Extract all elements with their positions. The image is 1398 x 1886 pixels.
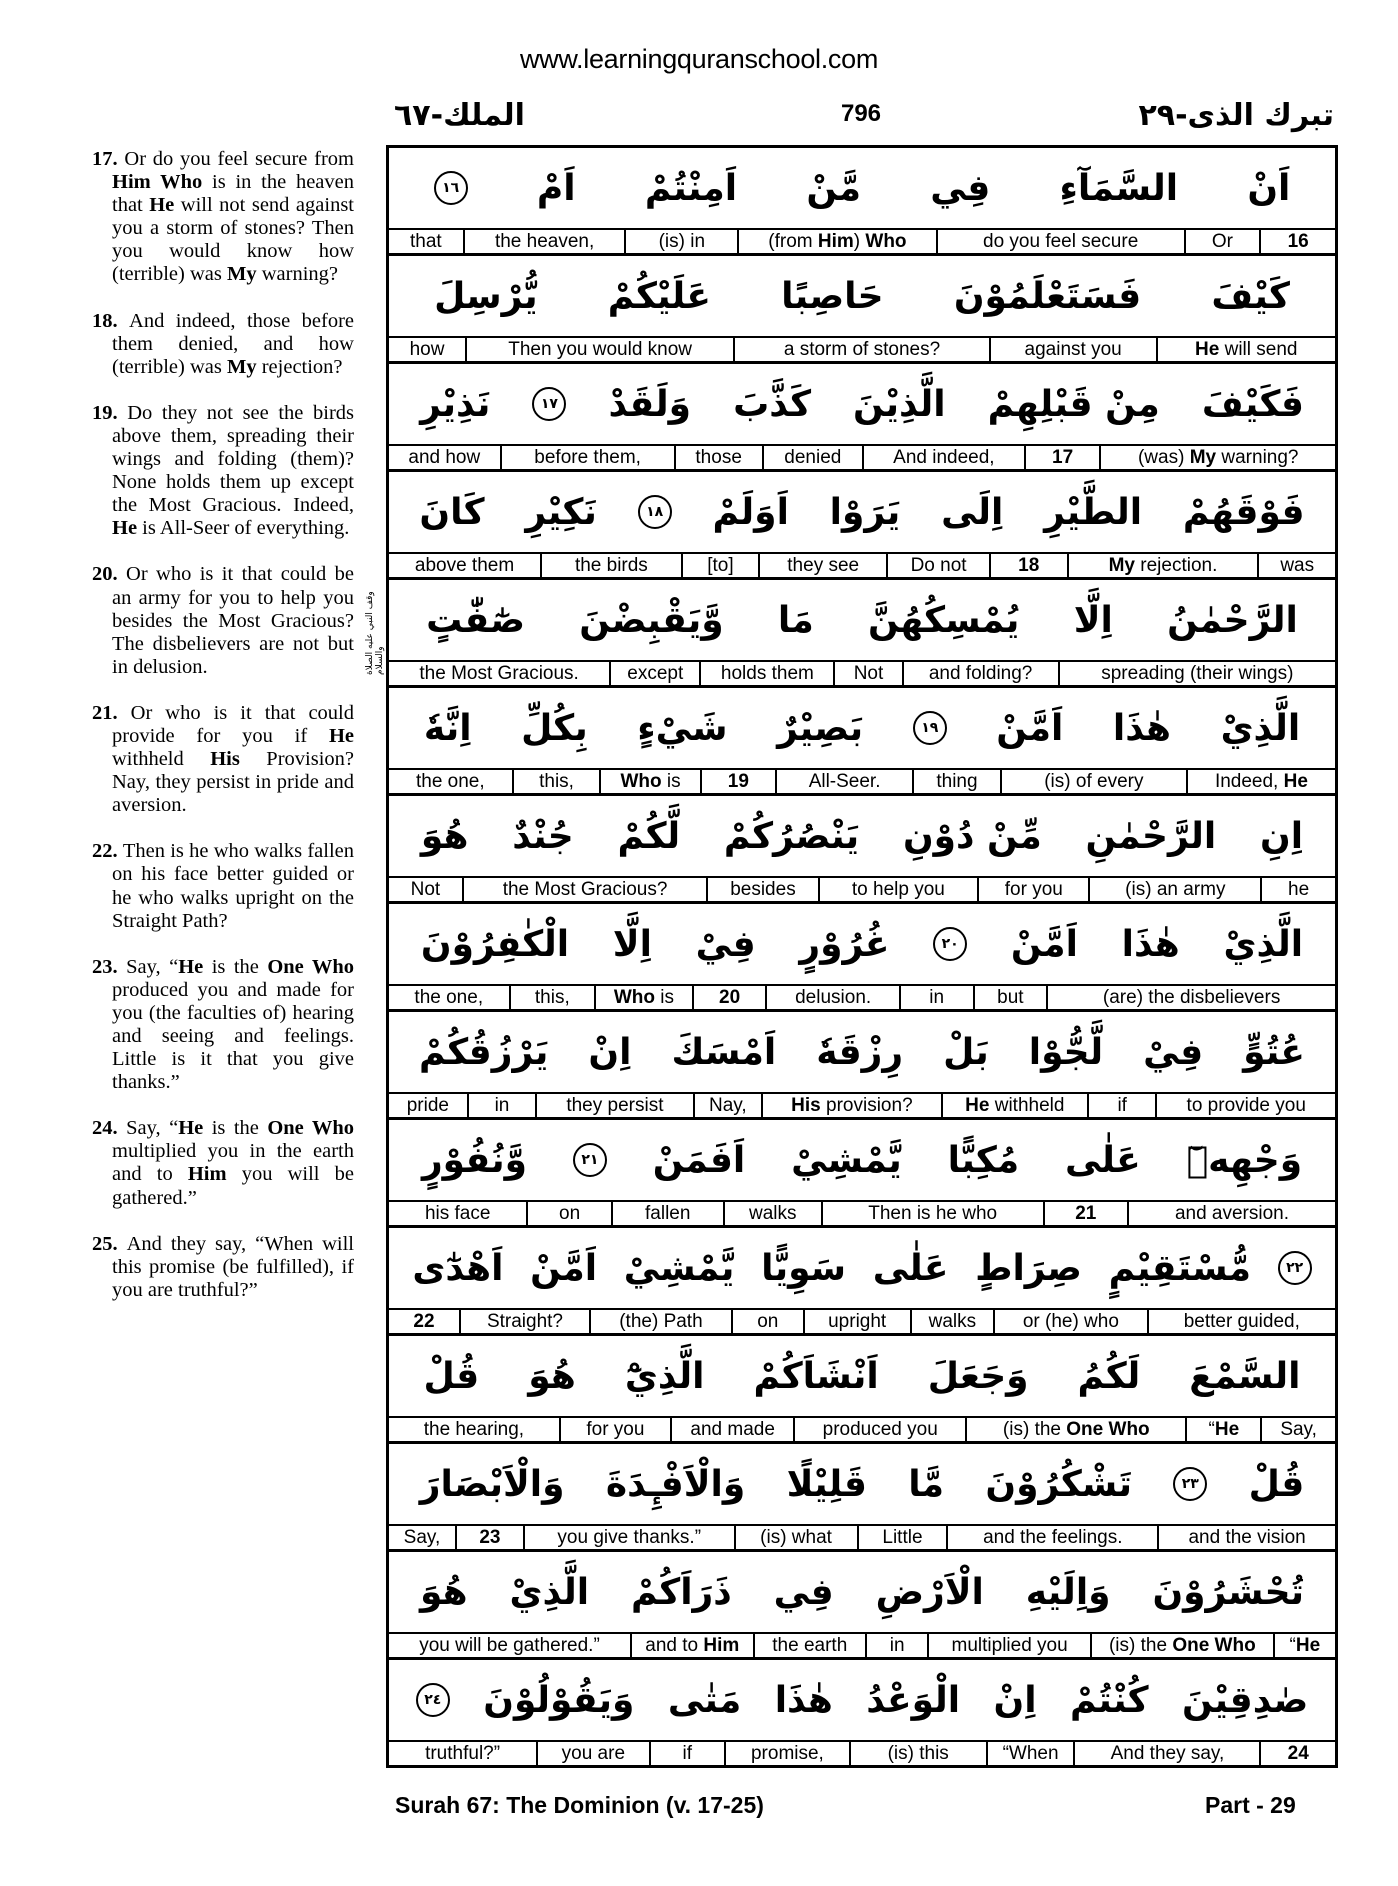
gloss-cell: Do not	[886, 554, 989, 577]
footer-part: Part - 29	[1205, 1792, 1296, 1818]
arabic-word: اَمَّنْ	[530, 1247, 598, 1289]
gloss-cell: Say,	[1260, 1418, 1335, 1441]
arabic-row	[389, 1228, 1335, 1310]
verse-text: Or who is it that could be an army for you to help you besides the Most Gracious? The disbelievers are not but in delusion.	[112, 563, 354, 678]
verse-number: 17.	[92, 148, 125, 170]
translation-verse	[92, 402, 354, 541]
gloss-cell: the hearing,	[423, 1419, 525, 1440]
gloss-cell: and made	[670, 1418, 793, 1441]
arabic-word: يَرْزُقُكُمْ	[419, 1031, 549, 1073]
verse-row-pair	[389, 364, 1335, 472]
arabic-word: رِزْقَهٗ	[816, 1031, 904, 1073]
gloss-cell: the Most Gracious?	[462, 878, 707, 901]
gloss-cell: spreading (their wings)	[1058, 662, 1335, 685]
verse-number: 20.	[92, 563, 127, 586]
arabic-word: وَالْاَفْـِٕدَةَ	[605, 1463, 746, 1505]
gloss-row	[389, 1202, 1335, 1225]
gloss-cell: and the vision	[1157, 1526, 1335, 1549]
gloss-cell: And they say,	[1073, 1742, 1259, 1765]
verse-text: And indeed, those before them denied, and how (terrible) was My rejection?	[112, 309, 354, 378]
arabic-word: بَلْ	[943, 1031, 989, 1073]
gloss-cell: Straight?	[459, 1310, 589, 1333]
site-url: www.learningquranschool.com	[519, 44, 879, 74]
gloss-cell: the one,	[415, 771, 485, 792]
arabic-word: كَذَّبَ	[733, 383, 811, 425]
arabic-word: مَتٰى	[667, 1679, 742, 1721]
gloss-cell: He will send	[1156, 338, 1335, 361]
translation-verse	[92, 148, 354, 287]
arabic-row	[389, 1120, 1335, 1202]
verse-number: 18.	[92, 309, 130, 332]
arabic-word: فَسَتَعْلَمُوْنَ	[953, 275, 1142, 317]
arabic-word: اِلَى	[941, 491, 1004, 533]
gloss-cell: and how	[408, 447, 481, 468]
gloss-cell: fallen	[611, 1202, 723, 1225]
arabic-word: هُوَ	[420, 1571, 468, 1613]
translation-verse	[92, 563, 354, 678]
verse-text: Or do you feel secure from Him Who is in the heaven that He will not send against you a storm of stones? Then you would know how (terrible) was My warning?	[112, 148, 355, 286]
verse-number-cell: 23	[455, 1526, 523, 1549]
translation-verse	[92, 1233, 354, 1302]
gloss-cell: Not	[410, 879, 441, 900]
arabic-word: وَجْهِهٖٓ	[1186, 1139, 1303, 1181]
verse-row-pair	[389, 1660, 1335, 1765]
gloss-cell: “When	[986, 1742, 1074, 1765]
verse-row-pair	[389, 1552, 1335, 1660]
arabic-word: هٰذَا	[1121, 923, 1180, 965]
arabic-word: الَّذِيْ	[1223, 923, 1304, 965]
arabic-word: كُنْتُمْ	[1070, 1679, 1149, 1721]
arabic-word: عَلٰى	[872, 1247, 949, 1289]
gloss-row	[389, 230, 1335, 253]
verse-number: 23.	[92, 955, 127, 978]
gloss-cell: Then you would know	[465, 338, 733, 361]
arabic-word: الْاَرْضِ	[875, 1571, 984, 1613]
arabic-row	[389, 1660, 1335, 1742]
arabic-word: اِلَّا	[612, 923, 652, 965]
arabic-word: كَيْفَ	[1211, 275, 1290, 317]
arabic-word: صٰٓفّٰتٍ	[426, 599, 525, 641]
arabic-word: وَلَقَدْ	[608, 383, 692, 425]
part-title-arabic: تبرك الذى-٢٩	[1138, 98, 1334, 133]
gloss-cell: and folding?	[902, 662, 1058, 685]
gloss-cell: you will be gathered.”	[419, 1635, 600, 1656]
verse-text: Say, “He is the One Who multiplied you in the earth and to Him you will be gathered.”	[112, 1117, 354, 1209]
ayah-marker-icon: ١٦	[434, 171, 468, 205]
gloss-cell: or (he) who	[993, 1310, 1146, 1333]
arabic-word: وَالْاَبْصَارَ	[419, 1463, 565, 1505]
gloss-cell: And indeed,	[862, 446, 1024, 469]
gloss-cell: Who is	[594, 986, 692, 1009]
arabic-word: الْوَعْدُ	[866, 1679, 961, 1721]
translation-verse	[92, 702, 354, 817]
gloss-cell: do you feel secure	[936, 230, 1184, 253]
arabic-row	[389, 1336, 1335, 1418]
gloss-cell: if	[649, 1742, 725, 1765]
arabic-word: غُرُوْرٍ	[799, 923, 890, 965]
gloss-cell: walks	[723, 1202, 821, 1225]
arabic-word: الرَّحْمٰنِ	[1085, 815, 1217, 857]
arabic-word: حَاصِبًا	[781, 275, 884, 317]
arabic-word: عَلَيْكُمْ	[607, 275, 711, 317]
arabic-word: قُلْ	[1248, 1463, 1305, 1505]
gloss-cell: Nay,	[693, 1094, 762, 1117]
arabic-word: قَلِيْلًا	[786, 1463, 867, 1505]
arabic-word: مُكِبًّا	[947, 1139, 1020, 1181]
gloss-cell: and to Him	[630, 1634, 753, 1657]
gloss-cell: “He	[1185, 1418, 1260, 1441]
gloss-cell: in	[865, 1634, 927, 1657]
gloss-cell: to help you	[818, 878, 978, 901]
gloss-cell: All-Seer.	[775, 770, 912, 793]
arabic-word: يُمْسِكُهُنَّ	[868, 599, 1020, 641]
gloss-cell: for you	[559, 1418, 670, 1441]
gloss-row	[389, 1094, 1335, 1117]
gloss-cell: His provision?	[761, 1094, 941, 1117]
gloss-cell: you are	[536, 1742, 648, 1765]
arabic-word: تُحْشَرُوْنَ	[1152, 1571, 1305, 1613]
verse-number: 22.	[92, 840, 123, 863]
ayah-marker-icon: ٢٤	[416, 1683, 450, 1717]
gloss-cell: those	[674, 446, 762, 469]
page-header	[388, 98, 1334, 134]
page-number: 796	[840, 100, 882, 127]
arabic-word: اَهْدٰٓى	[412, 1247, 504, 1289]
arabic-word: بِكُلِّ	[521, 707, 588, 749]
ayah-marker-icon: ٢٣	[1173, 1467, 1207, 1501]
arabic-word: مَا	[777, 599, 814, 641]
arabic-word: وَّنُفُوْرٍ	[421, 1139, 528, 1181]
verse-number: 25.	[92, 1232, 127, 1255]
verse-number-cell: 18	[989, 554, 1067, 577]
arabic-word: عُتُوٍّ	[1243, 1031, 1305, 1073]
gloss-cell: (is) this	[849, 1742, 986, 1765]
arabic-word: هُوَ	[528, 1355, 576, 1397]
arabic-word: لَّكُمْ	[617, 815, 681, 857]
arabic-word: يَّمْشِيْ	[791, 1139, 902, 1181]
arabic-word: فِيْ	[695, 923, 756, 965]
arabic-word: هُوَ	[420, 815, 469, 857]
arabic-word: الَّذِيْ	[1220, 707, 1301, 749]
verse-row-pair	[389, 580, 1335, 688]
verse-number-cell: 16	[1259, 230, 1335, 253]
arabic-word: فِيْ	[1143, 1031, 1204, 1073]
gloss-cell: (is) the One Who	[965, 1418, 1185, 1441]
arabic-word: لَكُمُ	[1077, 1355, 1141, 1397]
translation-verse	[92, 956, 354, 1095]
gloss-cell: better guided,	[1147, 1310, 1335, 1333]
ayah-marker-icon: ١٩	[913, 711, 947, 745]
gloss-cell: (is) what	[734, 1526, 857, 1549]
arabic-row	[389, 688, 1335, 770]
arabic-word: نَذِيْرِ	[420, 383, 491, 425]
verse-number-cell: 19	[700, 770, 776, 793]
gloss-cell: (was) My warning?	[1099, 446, 1335, 469]
arabic-word: نَكِيْرِ	[525, 491, 597, 533]
arabic-word: لَّجُّوْا	[1028, 1031, 1104, 1073]
verse-text: Do they not see the birds above them, spreading their wings and folding (them)? None holds them up except the Most Gracious. Indeed, He is All-Seer of everything.	[112, 401, 355, 540]
ayah-marker-icon: ١٧	[532, 387, 566, 421]
gloss-cell: truthful?”	[425, 1743, 501, 1764]
gloss-cell: (is) in	[624, 230, 737, 253]
arabic-row	[389, 1552, 1335, 1634]
arabic-word: سَوِيًّا	[761, 1247, 847, 1289]
gloss-row	[389, 1310, 1335, 1333]
verse-row-pair	[389, 1228, 1335, 1336]
gloss-cell: produced you	[793, 1418, 965, 1441]
gloss-cell: was	[1257, 554, 1335, 577]
gloss-cell: in	[899, 986, 973, 1009]
verse-row-pair	[389, 1444, 1335, 1552]
arabic-word: وَيَقُوْلُوْنَ	[483, 1679, 635, 1721]
gloss-cell: for you	[977, 878, 1088, 901]
translation-column	[92, 148, 354, 1302]
translation-verse	[92, 840, 354, 932]
arabic-row	[389, 472, 1335, 554]
verse-text: Or who is it that could provide for you if He withheld His Provision? Nay, they persist in pride and aversion.	[112, 701, 354, 817]
arabic-word: قُلْ	[423, 1355, 480, 1397]
arabic-word: اَنْشَاَكُمْ	[753, 1355, 879, 1397]
gloss-cell: Little	[857, 1526, 947, 1549]
gloss-cell: on	[731, 1310, 803, 1333]
verse-number-cell: 20	[692, 986, 766, 1009]
arabic-word: الَّذِيْٓ	[624, 1355, 705, 1397]
gloss-row	[389, 1634, 1335, 1657]
arabic-row	[389, 148, 1335, 230]
arabic-word: فِي	[930, 167, 991, 209]
gloss-row	[389, 770, 1335, 793]
gloss-cell: they persist	[535, 1094, 692, 1117]
verse-row-pair	[389, 1012, 1335, 1120]
gloss-row	[389, 986, 1335, 1009]
arabic-word: الرَّحْمٰنُ	[1167, 599, 1298, 641]
arabic-word: شَيْءٍ	[637, 707, 728, 749]
arabic-row	[389, 1444, 1335, 1526]
gloss-cell: (from Him) Who	[737, 230, 936, 253]
verse-row-pair	[389, 796, 1335, 904]
gloss-cell: holds them	[699, 662, 833, 685]
gloss-cell: in	[467, 1094, 536, 1117]
gloss-cell: you give thanks.”	[523, 1526, 734, 1549]
gloss-cell: and aversion.	[1127, 1202, 1335, 1225]
arabic-word: وَجَعَلَ	[927, 1355, 1029, 1397]
gloss-cell: Say,	[403, 1527, 441, 1548]
gloss-cell: pride	[406, 1095, 449, 1116]
verse-number: 21.	[92, 701, 131, 724]
arabic-word: اَنْ	[1247, 167, 1291, 209]
gloss-cell: on	[526, 1202, 610, 1225]
arabic-word: مِّنْ دُوْنِ	[902, 815, 1042, 857]
verse-text: And they say, “When will this promise (be fulfilled), if you are truthful?”	[112, 1232, 354, 1301]
arabic-word: فَوْقَهُمْ	[1182, 491, 1305, 533]
gloss-cell: before them,	[500, 446, 674, 469]
ayah-marker-icon: ٢١	[573, 1143, 607, 1177]
gloss-row	[389, 1526, 1335, 1549]
arabic-word: اِنْ	[588, 1031, 632, 1073]
arabic-word: كَانَ	[419, 491, 485, 533]
arabic-word: السَّمْعَ	[1189, 1355, 1301, 1397]
arabic-row	[389, 256, 1335, 338]
gloss-cell: multiplied you	[927, 1634, 1090, 1657]
arabic-word: يَنْصُرُكُمْ	[723, 815, 860, 857]
ayah-marker-icon: ١٨	[638, 495, 672, 529]
word-by-word-grid	[386, 145, 1338, 1768]
gloss-cell: Who is	[599, 770, 699, 793]
gloss-cell: the one,	[414, 987, 484, 1008]
verse-number-cell: 22	[413, 1311, 435, 1332]
gloss-cell: walks	[910, 1310, 994, 1333]
gloss-cell: besides	[706, 878, 817, 901]
gloss-cell: they see	[758, 554, 886, 577]
arabic-word: وَاِلَيْهِ	[1025, 1571, 1111, 1613]
gloss-cell: Indeed, He	[1186, 770, 1335, 793]
gloss-cell: how	[409, 339, 445, 360]
arabic-word: الَّذِيْنَ	[853, 383, 946, 425]
gloss-cell: except	[609, 662, 699, 685]
gloss-cell: My rejection.	[1067, 554, 1258, 577]
arabic-word: تَشْكُرُوْنَ	[985, 1463, 1132, 1505]
verse-number-cell: 17	[1024, 446, 1100, 469]
verse-row-pair	[389, 688, 1335, 796]
gloss-row	[389, 1418, 1335, 1441]
arabic-word: صٰدِقِيْنَ	[1182, 1679, 1309, 1721]
gloss-cell: promise,	[724, 1742, 849, 1765]
verse-row-pair	[389, 148, 1335, 256]
verse-row-pair	[389, 256, 1335, 364]
margin-note: وقف النبي عليه الصلاة والسلام	[365, 591, 385, 675]
arabic-word: اَمِنْتُمْ	[644, 167, 738, 209]
verse-row-pair	[389, 904, 1335, 1012]
gloss-cell: he	[1260, 878, 1335, 901]
verse-number-cell: 24	[1259, 1742, 1335, 1765]
translation-verse	[92, 310, 354, 379]
arabic-word: اِنْ	[993, 1679, 1037, 1721]
gloss-cell: this,	[512, 770, 600, 793]
gloss-cell: Not	[833, 662, 901, 685]
verse-row-pair	[389, 1120, 1335, 1228]
arabic-word: بَصِيْرٌ	[777, 707, 864, 749]
arabic-word: اِنَّهٗ	[423, 707, 472, 749]
gloss-row	[389, 1742, 1335, 1765]
arabic-word: يُّرْسِلَ	[434, 275, 538, 317]
gloss-row	[389, 878, 1335, 901]
gloss-cell: the Most Gracious.	[419, 663, 579, 684]
gloss-cell: (are) the disbelievers	[1046, 986, 1335, 1009]
verse-number-cell: 21	[1043, 1202, 1127, 1225]
arabic-word: السَّمَآءِ	[1059, 167, 1179, 209]
gloss-cell: that	[410, 231, 442, 252]
verse-row-pair	[389, 472, 1335, 580]
arabic-word: مَّا	[908, 1463, 945, 1505]
gloss-row	[389, 446, 1335, 469]
gloss-cell: this,	[509, 986, 595, 1009]
arabic-row	[389, 796, 1335, 878]
arabic-word: اِنِ	[1260, 815, 1304, 857]
arabic-row	[389, 1012, 1335, 1094]
arabic-word: اَمْسَكَ	[671, 1031, 777, 1073]
arabic-word: يَّمْشِيْ	[623, 1247, 735, 1289]
verse-text: Say, “He is the One Who produced you and made for you (the faculties of) hearing and seeing and feelings. Little is it that you give thanks.”	[112, 955, 354, 1094]
arabic-word: ذَرَاَكُمْ	[631, 1571, 732, 1613]
arabic-word: اَمْ	[536, 167, 576, 209]
verse-number: 24.	[92, 1117, 127, 1140]
gloss-cell: a storm of stones?	[733, 338, 989, 361]
gloss-cell: against you	[989, 338, 1156, 361]
gloss-cell: thing	[912, 770, 1000, 793]
gloss-row	[389, 662, 1335, 685]
arabic-word: مُّسْتَقِيْمٍ	[1108, 1247, 1252, 1289]
surah-title-arabic: الملك-٦٧	[394, 98, 525, 133]
arabic-row	[389, 904, 1335, 986]
gloss-cell: if	[1087, 1094, 1156, 1117]
gloss-cell: the earth	[753, 1634, 865, 1657]
gloss-cell: delusion.	[765, 986, 898, 1009]
gloss-cell: his face	[424, 1203, 491, 1224]
gloss-cell: upright	[803, 1310, 910, 1333]
translation-verse	[92, 1117, 354, 1209]
gloss-cell: (the) Path	[589, 1310, 731, 1333]
arabic-word: اَمَّنْ	[996, 707, 1064, 749]
gloss-cell: [to]	[681, 554, 759, 577]
arabic-word: الَّذِيْ	[509, 1571, 590, 1613]
arabic-word: عَلٰى	[1064, 1139, 1141, 1181]
gloss-row	[389, 554, 1335, 577]
arabic-word: الْكٰفِرُوْنَ	[420, 923, 570, 965]
gloss-cell: the heaven,	[463, 230, 625, 253]
arabic-word: فِي	[773, 1571, 834, 1613]
footer-surah: Surah 67: The Dominion (v. 17-25)	[395, 1792, 764, 1818]
arabic-word: مِنْ قَبْلِهِمْ	[987, 383, 1160, 425]
arabic-word: هٰذَا	[774, 1679, 833, 1721]
gloss-cell: but	[973, 986, 1047, 1009]
gloss-cell: He withheld	[941, 1094, 1087, 1117]
gloss-cell: the birds	[540, 554, 681, 577]
arabic-word: اَفَمَنْ	[652, 1139, 746, 1181]
arabic-word: وَّيَقْبِضْنَ	[579, 599, 724, 641]
gloss-cell: to provide you	[1155, 1094, 1335, 1117]
arabic-word: صِرَاطٍ	[975, 1247, 1082, 1289]
arabic-word: يَرَوْا	[829, 491, 901, 533]
arabic-word: فَكَيْفَ	[1201, 383, 1304, 425]
gloss-cell: (is) the One Who	[1090, 1634, 1273, 1657]
arabic-word: مَّنْ	[806, 167, 862, 209]
arabic-word: اَوَلَمْ	[712, 491, 789, 533]
arabic-row	[389, 580, 1335, 662]
verse-number: 19.	[92, 401, 128, 424]
ayah-marker-icon: ٢٢	[1278, 1251, 1312, 1285]
ayah-marker-icon: ٢٠	[933, 927, 967, 961]
gloss-cell: above them	[414, 555, 515, 576]
verse-row-pair	[389, 1336, 1335, 1444]
arabic-word: الطَّيْرِ	[1044, 491, 1143, 533]
verse-text: Then is he who walks fallen on his face better guided or he who walks upright on the Straight Path?	[112, 840, 354, 932]
gloss-cell: Then is he who	[821, 1202, 1043, 1225]
arabic-word: اَمَّنْ	[1010, 923, 1078, 965]
arabic-word: اِلَّا	[1073, 599, 1113, 641]
gloss-cell: (is) an army	[1088, 878, 1260, 901]
gloss-cell: and the feelings.	[946, 1526, 1157, 1549]
arabic-word: هٰذَا	[1112, 707, 1171, 749]
gloss-cell: (is) of every	[1000, 770, 1186, 793]
gloss-cell: denied	[762, 446, 862, 469]
gloss-cell: Or	[1184, 230, 1260, 253]
gloss-row	[389, 338, 1335, 361]
arabic-word: جُنْدٌ	[512, 815, 574, 857]
arabic-row	[389, 364, 1335, 446]
gloss-cell: “He	[1273, 1634, 1335, 1657]
